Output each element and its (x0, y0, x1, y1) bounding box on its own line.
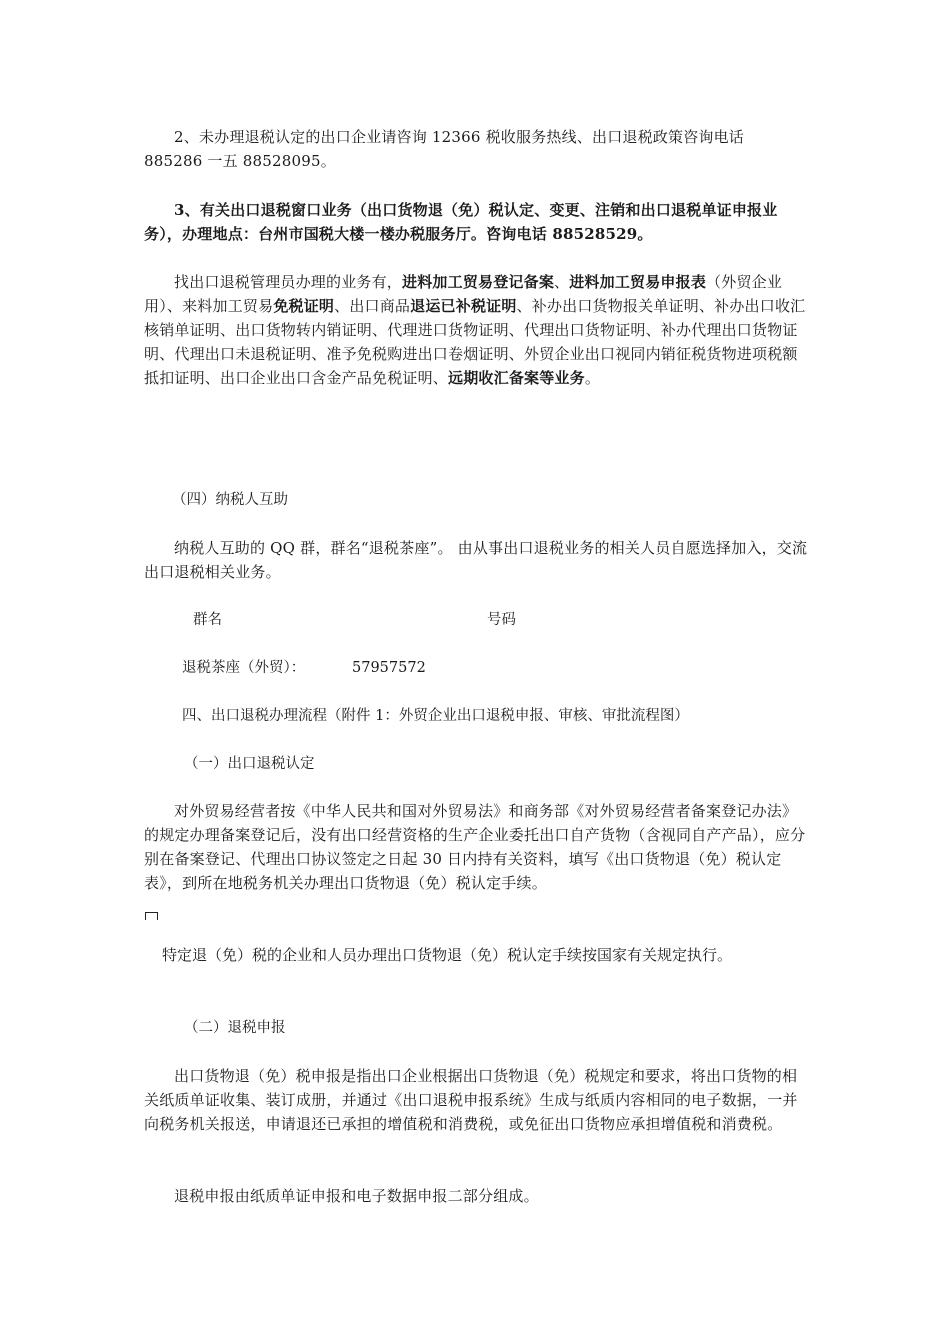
paragraph-declaration-composition: 退税申报由纸质单证申报和电子数据申报二部分组成。 (174, 1187, 539, 1205)
table-header-group-name: 群名 (193, 612, 222, 628)
group-name-value: 退税茶座（外贸）： (182, 660, 306, 676)
text-span: 、 (554, 273, 570, 291)
heading-refund-process: 四、出口退税办理流程（附件 1：外贸企业出口退税申报、审核、审批流程图） (182, 708, 689, 724)
paragraph-qq-group: 纳税人互助的 QQ 群，群名“退税茶座”。 由从事出口退税业务的相关人员自愿选择加入，交流出口退税相关业务。 (144, 539, 808, 581)
text-span: 、补办出口货物报关单证明、补办出口收汇核销单证明、出口货物转内销证明、代理进口货物证明、代理出口货物证明、补办代理出口货物证明、代理出口未退税证明、准予免税购进出口卷烟证明、外贸企业出口视同内销征税货物进项税额抵扣证明、出口企业出口含金产品免税证明、 (144, 297, 806, 387)
paragraph-declaration-definition: 出口货物退（免）税申报是指出口企业根据出口货物退（免）税规定和要求，将出口货物的相关纸质单证收集、装订成册，并通过《出口退税申报系统》生成与纸质内容相同的电子数据，一并向税务机关报送，申请退还已承担的增值税和消费税，或免征出口货物应承担增值税和消费税。 (144, 1067, 798, 1133)
paragraph-consult-hotline (144, 125, 808, 173)
paragraph-manager-business (144, 270, 808, 390)
text-span: 。 (584, 369, 601, 387)
heading-refund-recognition: （一）出口退税认定 (184, 756, 315, 772)
table-header-number: 号码 (487, 612, 516, 628)
group-number-value: 57957572 (352, 660, 426, 676)
heading-taxpayer-mutual-aid: （四）纳税人互助 (172, 492, 288, 508)
paragraph-recognition-procedure: 对外贸易经营者按《中华人民共和国对外贸易法》和商务部《对外贸易经营者备案登记办法》的规定办理备案登记后，没有出口经营资格的生产企业委托出口自产货物（含视同自产产品），应分别在备案登记、代理出口协议签定之日起 30 日内持有关资料，填写《出口货物退（免）税认定表》，到所在地税务机关办理出口货物退（免）税认定手续。 (144, 802, 806, 892)
bold-span: 远期收汇备案等业务 (448, 369, 585, 387)
text-span: （外贸企业用）、来料加工贸易 (144, 273, 783, 315)
hotline-text-line1: 2、未办理退税认定的出口企业请咨询 12366 税收服务热线、出口退税政策咨询电话 (174, 128, 745, 146)
bold-span: 退运已补税证明 (410, 297, 517, 315)
corner-mark-icon (145, 912, 158, 920)
paragraph-special-refund: 特定退（免）税的企业和人员办理出口货物退（免）税认定手续按国家有关规定执行。 (162, 946, 733, 964)
hotline-text-line2: 885286 一五 88528095。 (144, 152, 336, 170)
bold-span: 进料加工贸易申报表 (569, 273, 707, 291)
text-span: 、出口商品 (334, 297, 411, 315)
bold-span: 进料加工贸易登记备案 (402, 273, 555, 291)
paragraph-window-business: 3、有关出口退税窗口业务（出口货物退（免）税认定、变更、注销和出口退税单证申报业务），办理地点：台州市国税大楼一楼办税服务厅。咨询电话 88528529。 (144, 201, 778, 243)
bold-span: 免税证明 (273, 297, 335, 315)
heading-refund-declaration: （二）退税申报 (184, 1020, 286, 1036)
text-span: 找出口退税管理员办理的业务有， (174, 273, 403, 291)
